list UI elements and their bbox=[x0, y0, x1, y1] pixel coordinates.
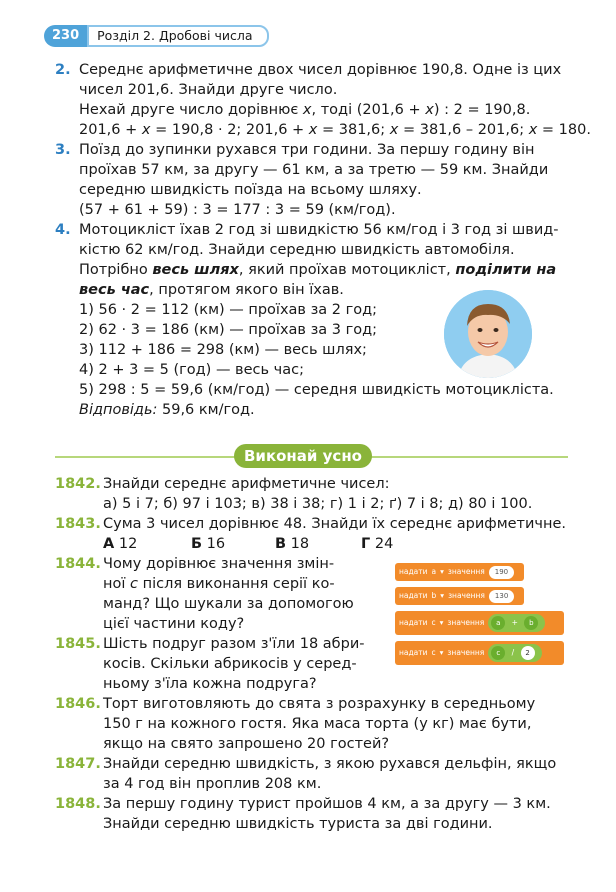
hint-line: весь час, протягом якого він їхав. bbox=[79, 282, 344, 298]
step-line: 3) 112 + 186 = 298 (км) — весь шлях; bbox=[79, 342, 367, 358]
text-line: Поїзд до зупинки рухався три години. За першу годину він bbox=[79, 142, 535, 158]
exercise-1848 bbox=[55, 794, 575, 834]
text-line: (57 + 61 + 59) : 3 = 177 : 3 = 59 (км/год). bbox=[79, 202, 396, 218]
section-header-title: Розділ 2. Дробові числа bbox=[87, 25, 268, 47]
text-line: За першу годину турист пройшов 4 км, а за другу — 3 км. bbox=[103, 796, 551, 812]
step-line: 2) 62 · 3 = 186 (км) — проїхав за 3 год; bbox=[79, 322, 378, 338]
example-number: 4. bbox=[55, 222, 71, 238]
code-blocks bbox=[395, 563, 565, 671]
example-2 bbox=[55, 60, 591, 140]
solution-line: Нехай друге число дорівнює x, тоді (201,6 + x) : 2 = 190,8. bbox=[79, 102, 531, 118]
exercise-number: 1842. bbox=[55, 476, 101, 492]
exercise-1843 bbox=[55, 514, 575, 554]
exercise-number: 1846. bbox=[55, 696, 101, 712]
hint-line: Потрібно весь шлях, який проїхав мотоцикліст, поділити на bbox=[79, 262, 557, 278]
example-number: 3. bbox=[55, 142, 71, 158]
option-c: В 18 bbox=[275, 536, 310, 552]
text-line: косів. Скільки абрикосів у серед- bbox=[103, 656, 357, 672]
example-3 bbox=[55, 140, 575, 220]
exercise-1842 bbox=[55, 474, 575, 514]
text-line: Мотоцикліст їхав 2 год зі швидкістю 56 км/год і 3 год зі швид- bbox=[79, 222, 559, 238]
page-header bbox=[44, 25, 269, 47]
text-line: Торт виготовляють до свята з розрахунку в середньому bbox=[103, 696, 536, 712]
answer-options bbox=[55, 534, 575, 554]
exercise-number: 1848. bbox=[55, 796, 101, 812]
code-block: надати c ▾ значення a + b bbox=[395, 611, 564, 635]
text-line: Сума 3 чисел дорівнює 48. Знайди їх середнє арифметичне. bbox=[103, 516, 567, 532]
text-line: кістю 62 км/год. Знайди середню швидкість автомобіля. bbox=[79, 242, 515, 258]
option-d: Г 24 bbox=[361, 536, 394, 552]
text-line: Шість подруг разом з'їли 18 абри- bbox=[103, 636, 365, 652]
text-line: ної c після виконання серії ко- bbox=[103, 576, 335, 592]
exercise-1846 bbox=[55, 694, 575, 754]
exercise-number: 1844. bbox=[55, 556, 101, 572]
boy-illustration bbox=[444, 290, 532, 378]
text-line: 150 г на кожного гостя. Яка маса торта (у кг) має бути, bbox=[103, 716, 532, 732]
exercise-number: 1843. bbox=[55, 516, 101, 532]
add-operator: a + b bbox=[488, 614, 545, 632]
option-b: Б 16 bbox=[191, 536, 226, 552]
code-block: надати c ▾ значення c / 2 bbox=[395, 641, 564, 665]
step-line: 5) 298 : 5 = 59,6 (км/год) — середня швидкість мотоцикліста. bbox=[79, 382, 554, 398]
answer-line: Відповідь: 59,6 км/год. bbox=[79, 402, 255, 418]
exercise-1847 bbox=[55, 754, 575, 794]
text-line: Середнє арифметичне двох чисел дорівнює 190,8. Одне із цих bbox=[79, 62, 562, 78]
code-block: надати a ▾ значення 190 bbox=[395, 563, 524, 581]
divide-operator: c / 2 bbox=[488, 644, 541, 662]
text-line: цієї частини коду? bbox=[103, 616, 245, 632]
text-line: Знайди середню швидкість, з якою рухався дельфін, якщо bbox=[103, 756, 557, 772]
section-title: Виконай усно bbox=[234, 444, 372, 468]
text-line: якщо на свято запрошено 20 гостей? bbox=[103, 736, 390, 752]
option-a: А 12 bbox=[103, 536, 138, 552]
exercise-number: 1845. bbox=[55, 636, 101, 652]
step-line: 4) 2 + 3 = 5 (год) — весь час; bbox=[79, 362, 304, 378]
text-line: манд? Що шукали за допомогою bbox=[103, 596, 354, 612]
text-line: середню швидкість поїзда на всьому шляху. bbox=[79, 182, 422, 198]
exercise-1844 bbox=[55, 554, 385, 634]
step-line: 1) 56 · 2 = 112 (км) — проїхав за 2 год; bbox=[79, 302, 378, 318]
text-line: Знайди середню швидкість туриста за дві години. bbox=[103, 816, 493, 832]
text-line: Знайди середнє арифметичне чисел: bbox=[103, 476, 390, 492]
exercise-1845 bbox=[55, 634, 385, 694]
text-line: а) 5 і 7; б) 97 і 103; в) 38 і 38; г) 1 і 2; ґ) 7 і 8; д) 80 і 100. bbox=[103, 496, 533, 512]
code-block: надати b ▾ значення 130 bbox=[395, 587, 524, 605]
solution-line: 201,6 + x = 190,8 · 2; 201,6 + x = 381,6; x = 381,6 – 201,6; x = 180. bbox=[79, 122, 591, 138]
text-line: проїхав 57 км, за другу — 61 км, а за третю — 59 км. Знайди bbox=[79, 162, 549, 178]
text-line: Чому дорівнює значення змін- bbox=[103, 556, 335, 572]
example-number: 2. bbox=[55, 62, 71, 78]
text-line: ньому з'їла кожна подруга? bbox=[103, 676, 317, 692]
text-line: за 4 год він проплив 208 км. bbox=[103, 776, 322, 792]
page-number: 230 bbox=[44, 25, 87, 47]
boy-photo bbox=[444, 290, 532, 378]
text-line: чисел 201,6. Знайди друге число. bbox=[79, 82, 338, 98]
exercise-number: 1847. bbox=[55, 756, 101, 772]
